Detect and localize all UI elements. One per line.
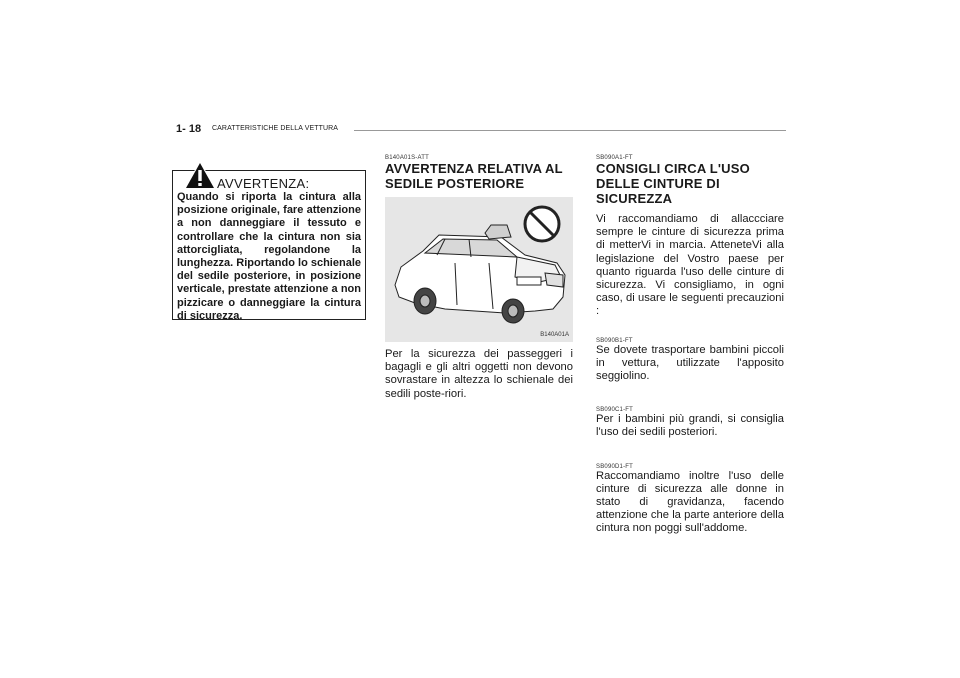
- item-code: SB090D1-FT: [596, 463, 634, 470]
- item-code: SB090B1-FT: [596, 337, 633, 344]
- figure-code: B140A01A: [540, 332, 569, 338]
- seat-belt-section: [596, 155, 784, 536]
- seat-belt-intro: Vi raccomandiamo di allaccciare sempre le cinture di sicurezza prima di metterVi in marcia. AtteneteVi alla legislazione del Vostro paese per quanto riguarda l'uso delle cinture di sicurezza. Vi consigliamo, in ogni caso, di usare le seguenti precauzioni :: [596, 213, 784, 318]
- warning-text: Quando si riporta la cintura alla posizione originale, fare attenzione a non danneggiare il tessuto e controllare che la cintura non sia attorcigliata, regolandone la lunghezza. Riportando lo schienale del sedile posteriore, in posizione verticale, prestate attenzione a non pizzicare o danneggiare la cintura di sicurezza.: [177, 191, 361, 322]
- car-illustration: [385, 197, 573, 342]
- warning-triangle-icon: [183, 160, 217, 190]
- item-text: Per i bambini più grandi, si consiglia l'uso dei sedili posteriori.: [596, 413, 784, 439]
- rear-seat-figure: [385, 197, 573, 342]
- rear-seat-section: [385, 155, 573, 401]
- list-item: [596, 407, 784, 439]
- warning-title: AVVERTENZA:: [217, 176, 310, 191]
- warning-box: [172, 170, 366, 320]
- item-text: Se dovete trasportare bambini piccoli in vettura, utilizzate l'apposito seggiolino.: [596, 343, 784, 383]
- section-code: SB090A1-FT: [596, 155, 633, 161]
- page-number: 1- 18: [176, 123, 202, 135]
- prohibition-icon: [525, 207, 559, 241]
- list-item: [596, 338, 784, 384]
- header-divider: [354, 130, 786, 131]
- item-text: Raccomandiamo inoltre l'uso delle cinture di sicurezza alle donne in stato di gravidanza, facendo attenzione che la parte anteriore della cintura non poggi sull'addome.: [596, 469, 784, 535]
- section-heading: AVVERTENZA RELATIVA AL SEDILE POSTERIORE: [385, 161, 563, 191]
- section-heading: CONSIGLI CIRCA L'USO DELLE CINTURE DI SICUREZZA: [596, 161, 750, 206]
- list-item: [596, 464, 784, 536]
- page-header: [176, 123, 786, 137]
- item-code: SB090C1-FT: [596, 407, 634, 414]
- section-title: CARATTERISTICHE DELLA VETTURA: [212, 125, 339, 132]
- rear-seat-text: Per la sicurezza dei passeggeri i bagagli e gli altri oggetti non devono sovrastare in altezza lo schienale dei sedili poste-riori.: [385, 348, 573, 400]
- section-code: B140A01S-ATT: [385, 155, 429, 161]
